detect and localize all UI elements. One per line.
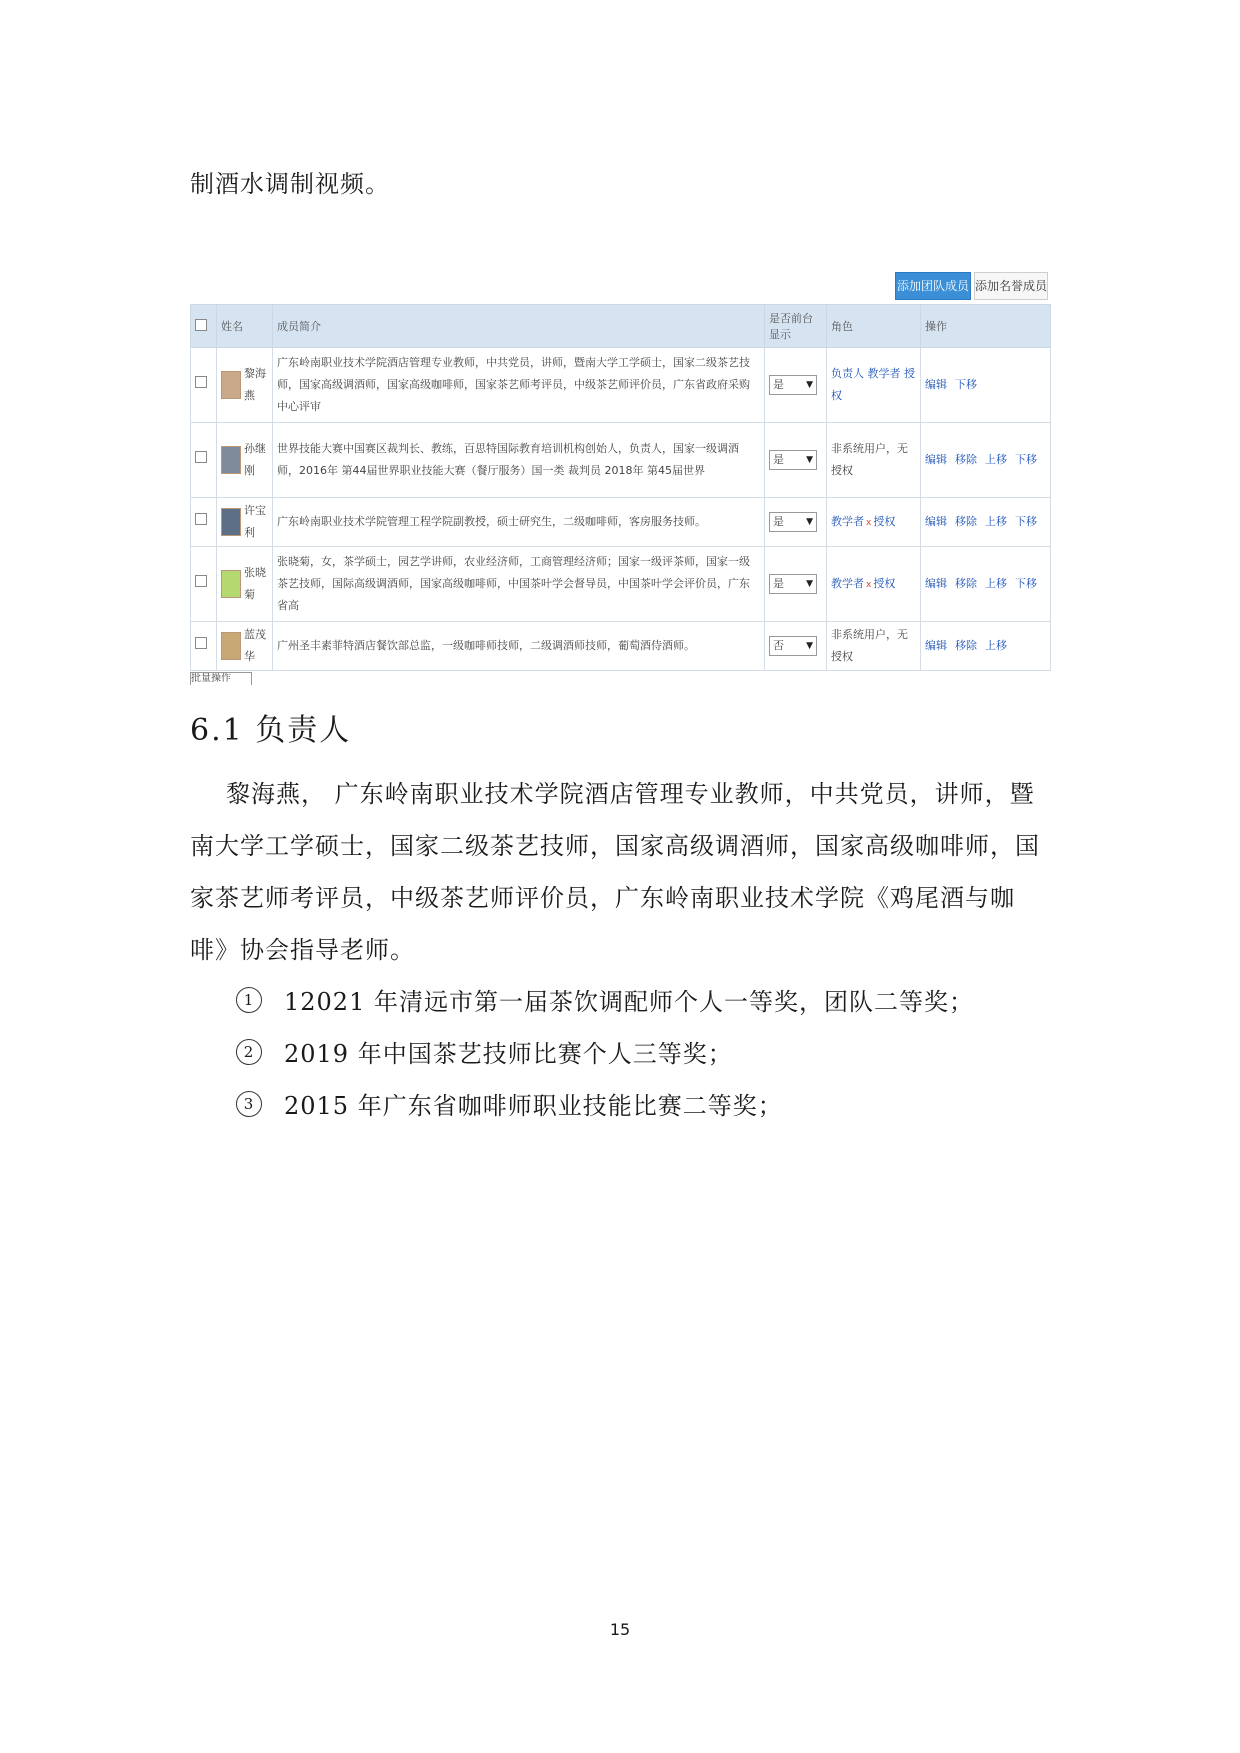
table-row: [191, 547, 1051, 622]
remove-link[interactable]: 移除: [955, 515, 977, 528]
header-name: 姓名: [217, 305, 273, 348]
edit-link[interactable]: 编辑: [925, 378, 947, 391]
remove-link[interactable]: 移除: [955, 453, 977, 466]
move-up-link[interactable]: 上移: [985, 577, 1007, 590]
authorize-link[interactable]: 授权: [873, 514, 896, 528]
circled-number: 1: [236, 987, 262, 1013]
avatar: [221, 371, 241, 399]
chevron-down-icon: ▼: [806, 517, 813, 527]
edit-link[interactable]: 编辑: [925, 639, 947, 652]
header-display: 是否前台显示: [765, 305, 827, 348]
member-role: 非系统用户，无授权: [827, 622, 921, 671]
move-up-link[interactable]: 上移: [985, 453, 1007, 466]
member-role[interactable]: 教学者: [831, 576, 864, 590]
row-checkbox[interactable]: [195, 575, 207, 587]
add-team-member-button[interactable]: 添加团队成员: [895, 272, 971, 300]
member-intro: 广州圣丰素菲特酒店餐饮部总监，一级咖啡师技师，二级调酒师技师，葡萄酒侍酒师。: [273, 622, 765, 671]
move-down-link[interactable]: 下移: [955, 378, 977, 391]
member-name: 黎海燕: [244, 367, 266, 402]
batch-operation-select[interactable]: 批量操作: [190, 672, 252, 685]
circled-number: 2: [236, 1039, 262, 1065]
chevron-down-icon: ▼: [806, 380, 813, 390]
member-name: 张晓菊: [244, 566, 266, 601]
intro-text: 制酒水调制视频。: [190, 170, 390, 198]
member-name: 孙继刚: [244, 442, 266, 477]
remove-link[interactable]: 移除: [955, 639, 977, 652]
chevron-down-icon: ▼: [806, 579, 813, 589]
edit-link[interactable]: 编辑: [925, 515, 947, 528]
avatar: [221, 632, 241, 660]
display-select[interactable]: 否 ▼: [769, 636, 817, 656]
award-text: 2019 年中国茶艺技师比赛个人三等奖；: [284, 1040, 733, 1068]
member-intro: 世界技能大赛中国赛区裁判长、教练，百思特国际教育培训机构创始人，负责人，国家一级调酒师，2016年 第44届世界职业技能大赛（餐厅服务）国一类 裁判员 2018年 第45届世界: [273, 423, 765, 498]
chevron-down-icon: ▼: [806, 641, 813, 651]
avatar: [221, 570, 241, 598]
authorize-link[interactable]: 授权: [873, 576, 896, 590]
header-role: 角色: [827, 305, 921, 348]
display-select[interactable]: 是 ▼: [769, 574, 817, 594]
member-name: 许宝利: [244, 504, 266, 539]
move-up-link[interactable]: 上移: [985, 515, 1007, 528]
table-row: [191, 498, 1051, 547]
remove-link[interactable]: 移除: [955, 577, 977, 590]
member-role[interactable]: 教学者: [831, 514, 864, 528]
move-down-link[interactable]: 下移: [1015, 515, 1037, 528]
table-row: [191, 622, 1051, 671]
award-item: [236, 1034, 733, 1069]
header-ops: 操作: [921, 305, 1051, 348]
remove-role-icon[interactable]: x: [866, 517, 872, 528]
team-members-screenshot: [190, 272, 1050, 682]
member-role: 非系统用户，无授权: [827, 423, 921, 498]
avatar: [221, 508, 241, 536]
row-checkbox[interactable]: [195, 513, 207, 525]
row-checkbox[interactable]: [195, 637, 207, 649]
team-members-table: [190, 304, 1051, 671]
move-down-link[interactable]: 下移: [1015, 453, 1037, 466]
award-text: 12021 年清远市第一届茶饮调配师个人一等奖，团队二等奖；: [284, 988, 974, 1016]
table-row: [191, 348, 1051, 423]
table-header-row: [191, 305, 1051, 348]
award-item: [236, 1086, 783, 1121]
edit-link[interactable]: 编辑: [925, 453, 947, 466]
header-intro: 成员简介: [273, 305, 765, 348]
row-checkbox[interactable]: [195, 376, 207, 388]
chevron-down-icon: ▼: [806, 455, 813, 465]
member-intro: 张晓菊，女，茶学硕士，园艺学讲师，农业经济师，工商管理经济师；国家一级评茶师，国家一级茶艺技师，国际高级调酒师，国家高级咖啡师，中国茶叶学会督导员，中国茶叶学会评价员，广东省高: [273, 547, 765, 622]
table-row: [191, 423, 1051, 498]
add-famous-member-button[interactable]: 添加名誉成员: [974, 272, 1048, 300]
display-select[interactable]: 是 ▼: [769, 375, 817, 395]
circled-number: 3: [236, 1091, 262, 1117]
display-select[interactable]: 是 ▼: [769, 450, 817, 470]
select-all-checkbox[interactable]: [195, 319, 207, 331]
member-intro: 广东岭南职业技术学院酒店管理专业教师，中共党员，讲师，暨南大学工学硕士，国家二级茶艺技师，国家高级调酒师，国家高级咖啡师，国家茶艺师考评员，中级茶艺师评价员，广东省政府采购中心评审: [273, 348, 765, 423]
member-role[interactable]: 负责人 教学者 授权: [827, 348, 921, 423]
award-item: [236, 982, 974, 1017]
member-intro: 广东岭南职业技术学院管理工程学院副教授，硕士研究生，二级咖啡师，客房服务技师。: [273, 498, 765, 547]
move-down-link[interactable]: 下移: [1015, 577, 1037, 590]
display-select[interactable]: 是 ▼: [769, 512, 817, 532]
edit-link[interactable]: 编辑: [925, 577, 947, 590]
remove-role-icon[interactable]: x: [866, 579, 872, 590]
move-up-link[interactable]: 上移: [985, 639, 1007, 652]
section-heading: 6.1 负责人: [190, 713, 352, 748]
award-text: 2015 年广东省咖啡师职业技能比赛二等奖；: [284, 1092, 783, 1120]
avatar: [221, 446, 241, 474]
leader-paragraph: 黎海燕， 广东岭南职业技术学院酒店管理专业教师，中共党员，讲师，暨南大学工学硕士，国家二级茶艺技师，国家高级调酒师，国家高级咖啡师，国家茶艺师考评员，中级茶艺师评价员，广东岭南职业技术学院《鸡尾酒与咖啡》协会指导老师。: [190, 780, 1040, 964]
row-checkbox[interactable]: [195, 451, 207, 463]
member-name: 蓝茂华: [244, 628, 266, 663]
page-number: 15: [609, 1620, 631, 1639]
